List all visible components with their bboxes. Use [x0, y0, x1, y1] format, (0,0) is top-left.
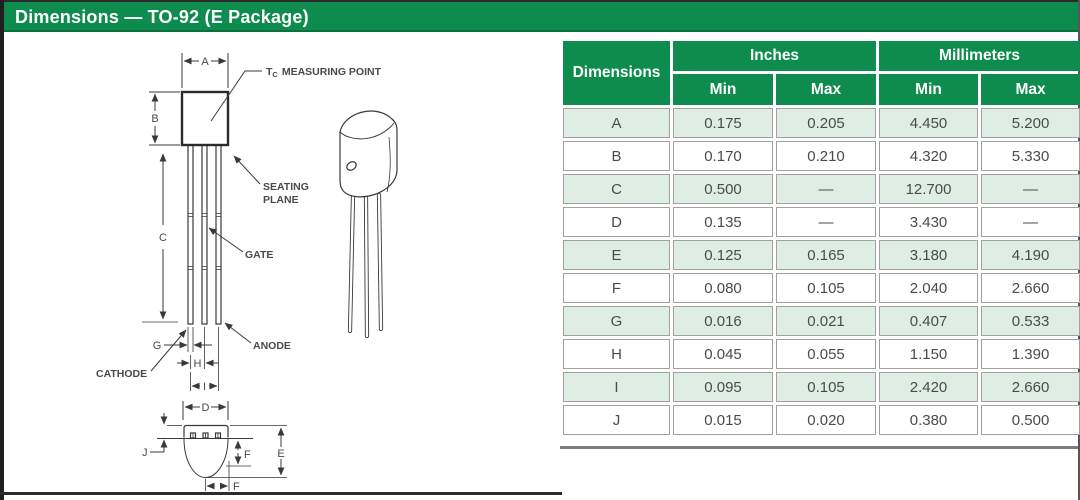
cell-in-max: —: [776, 207, 876, 237]
dim-d-label: D: [201, 402, 210, 414]
cell-mm-min: 1.150: [879, 339, 978, 369]
cell-mm-max: 0.500: [981, 405, 1080, 435]
package-body-front: [182, 92, 228, 145]
dimensions-table: [560, 38, 1080, 438]
cell-in-min: 0.095: [673, 372, 773, 402]
bottom-view: [142, 401, 287, 493]
dim-h-label: H: [193, 358, 202, 370]
cell-mm-max: 1.390: [981, 339, 1080, 369]
seating-plane-label-line1: SEATING: [263, 181, 309, 193]
cell-mm-min: 3.430: [879, 207, 978, 237]
cell-mm-min: 3.180: [879, 240, 978, 270]
cell-dim: C: [563, 174, 670, 204]
cathode-label: CATHODE: [96, 368, 148, 380]
tc-measuring-point-label: TC MEASURING POINT: [266, 66, 382, 79]
cell-in-min: 0.125: [673, 240, 773, 270]
gate-label: GATE: [245, 249, 274, 261]
cell-mm-max: 2.660: [981, 273, 1080, 303]
header-inches-max: Max: [776, 74, 876, 105]
cell-in-min: 0.175: [673, 108, 773, 138]
cell-mm-max: 5.200: [981, 108, 1080, 138]
cell-in-max: 0.105: [776, 273, 876, 303]
cell-in-min: 0.500: [673, 174, 773, 204]
table-row: [563, 108, 1080, 138]
cell-mm-max: 0.533: [981, 306, 1080, 336]
dimensions-table-wrap: [560, 38, 1078, 438]
cell-in-min: 0.016: [673, 306, 773, 336]
cell-dim: E: [563, 240, 670, 270]
cell-dim: B: [563, 141, 670, 171]
cell-mm-min: 2.420: [879, 372, 978, 402]
dim-e-label: E: [277, 448, 285, 460]
cell-in-max: 0.020: [776, 405, 876, 435]
cell-in-min: 0.170: [673, 141, 773, 171]
dim-a-label: A: [201, 56, 209, 68]
cell-in-min: 0.135: [673, 207, 773, 237]
dim-g-label: G: [152, 340, 162, 352]
cell-dim: I: [563, 372, 670, 402]
dim-j: [142, 413, 182, 459]
cell-mm-min: 0.380: [879, 405, 978, 435]
cell-in-max: 0.165: [776, 240, 876, 270]
seating-plane-label-line2: PLANE: [263, 194, 299, 206]
page-frame-left: [0, 0, 4, 500]
cell-mm-max: —: [981, 174, 1080, 204]
anode-label: ANODE: [253, 340, 291, 352]
table-bottom-rule: [560, 446, 1078, 449]
cell-in-max: 0.021: [776, 306, 876, 336]
cell-in-max: 0.105: [776, 372, 876, 402]
cell-dim: D: [563, 207, 670, 237]
cell-mm-min: 4.320: [879, 141, 978, 171]
cell-mm-min: 2.040: [879, 273, 978, 303]
cell-dim: G: [563, 306, 670, 336]
front-leads: [188, 145, 221, 324]
cell-in-max: 0.055: [776, 339, 876, 369]
dim-d: [183, 401, 228, 420]
dim-b: [149, 92, 180, 145]
table-row: [563, 405, 1080, 435]
cell-in-min: 0.080: [673, 273, 773, 303]
table-row: [563, 306, 1080, 336]
bottom-lead-sections: [191, 433, 221, 438]
dim-b-label: B: [151, 113, 159, 125]
dim-c: [142, 154, 178, 322]
header-dimensions: Dimensions: [563, 41, 670, 105]
dim-j-label: J: [142, 447, 148, 459]
dim-c-label: C: [159, 232, 167, 244]
cell-in-min: 0.045: [673, 339, 773, 369]
table-row: [563, 207, 1080, 237]
table-row: [563, 339, 1080, 369]
dim-g: [153, 327, 212, 352]
header-millimeters: Millimeters: [879, 41, 1080, 71]
page-title: Dimensions — TO-92 (E Package): [15, 7, 309, 27]
perspective-view: [340, 111, 397, 336]
anode-callout: [225, 323, 291, 352]
cell-dim: H: [563, 339, 670, 369]
table-row: [563, 141, 1080, 171]
dim-a: [182, 53, 228, 88]
cell-mm-max: 2.660: [981, 372, 1080, 402]
dim-f-side: [226, 441, 251, 466]
cell-dim: J: [563, 405, 670, 435]
section-title-bar: [4, 2, 1078, 32]
cell-in-min: 0.015: [673, 405, 773, 435]
dim-f-bottom-label: F: [233, 481, 240, 493]
table-row: [563, 273, 1080, 303]
table-row: [563, 372, 1080, 402]
header-inches-min: Min: [673, 74, 773, 105]
cell-mm-max: 4.190: [981, 240, 1080, 270]
cell-mm-max: 5.330: [981, 141, 1080, 171]
cell-mm-min: 4.450: [879, 108, 978, 138]
cell-mm-min: 0.407: [879, 306, 978, 336]
cell-mm-max: —: [981, 207, 1080, 237]
header-inches: Inches: [673, 41, 876, 71]
front-view: [96, 53, 382, 393]
cell-in-max: 0.205: [776, 108, 876, 138]
perspective-leads: [350, 195, 381, 336]
bottom-body-dome: [184, 439, 228, 478]
header-mm-max: Max: [981, 74, 1080, 105]
table-row: [563, 174, 1080, 204]
dim-i-label: I: [202, 381, 207, 393]
cell-dim: A: [563, 108, 670, 138]
cathode-callout: [96, 330, 186, 380]
table-row: [563, 240, 1080, 270]
seating-plane-callout: [234, 156, 309, 206]
dim-f-side-label: F: [244, 449, 251, 461]
to92-package-drawing: [40, 40, 460, 498]
header-mm-min: Min: [879, 74, 978, 105]
cell-mm-min: 12.700: [879, 174, 978, 204]
cell-in-max: —: [776, 174, 876, 204]
tc-measuring-point-callout: [211, 66, 382, 121]
cell-dim: F: [563, 273, 670, 303]
cell-in-max: 0.210: [776, 141, 876, 171]
